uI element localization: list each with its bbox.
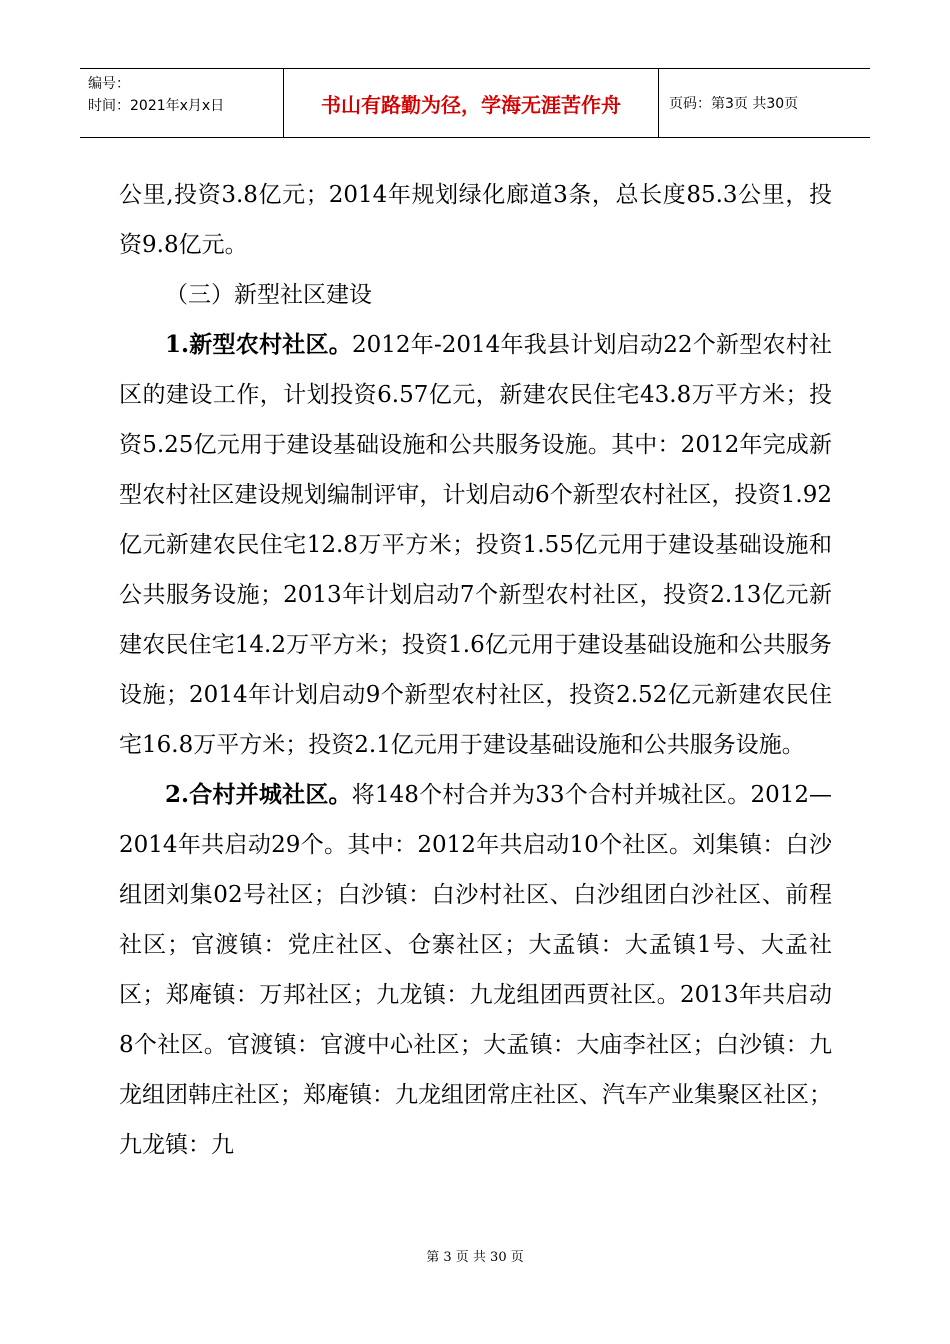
section-heading bbox=[119, 270, 832, 320]
page-footer: 第 3 页 共 30 页 bbox=[426, 1250, 524, 1265]
paragraph-1 bbox=[119, 170, 832, 270]
page-header bbox=[80, 68, 870, 138]
paragraph-rural-community-heading: 1.新型农村社区。 bbox=[165, 331, 352, 358]
header-page-info: 页码：第3页 共30页 bbox=[669, 96, 799, 112]
paragraph-rural-community bbox=[119, 320, 832, 770]
time-label: 时间：2021年x月x日 bbox=[88, 98, 225, 114]
document-body bbox=[119, 170, 832, 1170]
number-label: 编号： bbox=[88, 76, 130, 92]
paragraph-rural-community-text: 2012年-2014年我县计划启动22个新型农村社区的建设工作，计划投资6.57亿元，新建农民住宅43.8万平方米；投资5.25亿元用于建设基础设施和公共服务设施。其中：2012年完成新型农村社区建设规划编制评审，计划启动6个新型农村社区，投资1.92亿元新建农民住宅12.8万平方米；投资1.55亿元用于建设基础设施和公共服务设施；2013年计划启动7个新型农村社区，投资2.13亿元新建农民住宅14.2万平方米；投资1.6亿元用于建设基础设施和公共服务设施；2014年计划启动9个新型农村社区，投资2.52亿元新建农民住宅16.8万平方米；投资2.1亿元用于建设基础设施和公共服务设施。 bbox=[119, 332, 833, 758]
paragraph-merged-community-text: 将148个村合并为33个合村并城社区。2012—2014年共启动29个。其中：2012年共启动10个社区。刘集镇：白沙组团刘集02号社区；白沙镇：白沙村社区、白沙组团白沙社区、前程社区；官渡镇：党庄社区、仓寨社区；大孟镇：大孟镇1号、大孟社区；郑庵镇：万邦社区；九龙镇：九龙组团西贾社区。2013年共启动8个社区。官渡镇：官渡中心社区；大孟镇：大庙李社区；白沙镇：九龙组团韩庄社区；郑庵镇：九龙组团常庄社区、汽车产业集聚区社区；九龙镇：九 bbox=[119, 782, 833, 1158]
header-meta bbox=[80, 69, 284, 137]
header-motto: 书山有路勤为径，学海无涯苦作舟 bbox=[284, 69, 659, 137]
paragraph-merged-community bbox=[119, 770, 832, 1170]
section-heading-text: （三）新型社区建设 bbox=[165, 282, 372, 308]
paragraph-merged-community-heading: 2.合村并城社区。 bbox=[165, 781, 352, 808]
paragraph-1-text: 公里,投资3.8亿元；2014年规划绿化廊道3条，总长度85.3公里，投资9.8亿元。 bbox=[119, 182, 832, 258]
